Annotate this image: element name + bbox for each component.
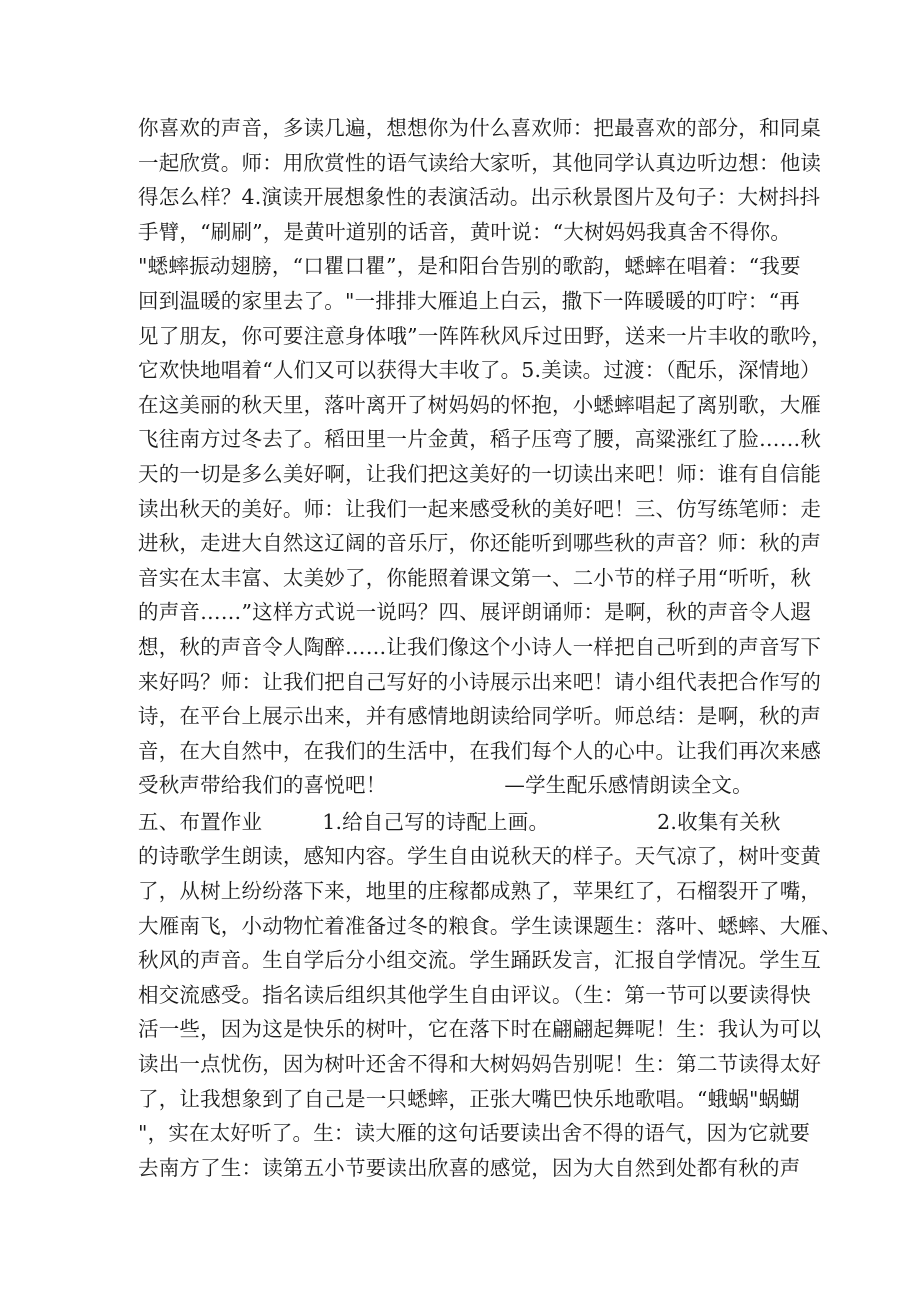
text-line: 了，让我想象到了自己是一只蟋蟀，正张大嘴巴快乐地歌唱。“蛾蜗"蜗蝴 [138, 1086, 801, 1111]
text-line: 得怎么样？4.演读开展想象性的表演活动。出示秋景图片及句子：大树抖抖 [138, 185, 821, 210]
text-line: 诗，在平台上展示出来，并有感情地朗读给同学听。师总结：是啊，秋的声 [138, 704, 822, 729]
text-line: 它欢快地唱着“人们又可以获得大丰收了。5.美读。过渡：（配乐，深情地） [138, 358, 821, 383]
text-line: 回到温暖的家里去了。"一排排大雁追上白云，撒下一阵暖暖的叮咛：“再 [138, 288, 801, 313]
text-line: 来好吗？师：让我们把自己写好的小诗展示出来吧！请小组代表把合作写的 [138, 669, 822, 694]
text-line: 活一些，因为这是快乐的树叶，它在落下时在翩翩起舞呢！生：我认为可以 [138, 1017, 822, 1042]
text-line: 的声音……”这样方式说一说吗？四、展评朗诵师：是啊，秋的声音令人遐 [138, 600, 812, 625]
homework-item-1: 1.给自己写的诗配上画。 [322, 809, 550, 834]
text-line: 你喜欢的声音，多读几遍，想想你为什么喜欢师：把最喜欢的部分，和同桌 [138, 116, 822, 140]
text-line: 一起欣赏。师：用欣赏性的语气读给大家听，其他同学认真边听边想：他读 [138, 150, 822, 175]
text-line: 秋风的声音。生自学后分小组交流。学生踊跃发言，汇报自学情况。学生互 [138, 948, 822, 973]
text-line-final [138, 768, 798, 803]
text-line: 了，从树上纷纷落下来，地里的庄稼都成熟了，苹果红了，石榴裂开了嘴， [138, 879, 822, 904]
text-line: 的诗歌学生朗读，感知内容。学生自由说秋天的样子。天气凉了，树叶变黄 [138, 844, 822, 869]
final-line-right: —学生配乐感情朗读全文。 [504, 773, 753, 798]
homework-item-2: 2.收集有关秋 [657, 809, 781, 834]
text-line: 进秋，走进大自然这辽阔的音乐厅，你还能听到哪些秋的声音？师：秋的声 [138, 531, 822, 556]
text-line: 去南方了生：读第五小节要读出欣喜的感觉，因为大自然到处都有秋的声 [138, 1155, 801, 1180]
text-line: 音，在大自然中，在我们的生活中，在我们每个人的心中。让我们再次来感 [138, 738, 822, 763]
text-line: 在这美丽的秋天里，落叶离开了树妈妈的怀抱，小蟋蟀唱起了离别歌，大雁 [138, 392, 822, 417]
text-line: 飞往南方过冬去了。稻田里一片金黄，稻子压弯了腰，高粱涨红了脸……秋 [138, 427, 822, 452]
text-line: 读出一点忧伤，因为树叶还舍不得和大树妈妈告别呢！生：第二节读得太好 [138, 1052, 822, 1077]
body-text [138, 111, 842, 1185]
text-line: 见了朋友，你可要注意身体哦”一阵阵秋风斥过田野，送来一片丰收的歌吟， [138, 323, 832, 348]
homework-line [138, 805, 798, 840]
text-line: 想，秋的声音令人陶醉……让我们像这个小诗人一样把自己听到的声音写下 [138, 634, 822, 659]
text-line: 相交流感受。指名读后组织其他学生自由评议。（生：第一节可以要读得快 [138, 982, 811, 1007]
final-line-left: 受秋声带给我们的喜悦吧！ [138, 773, 387, 798]
text-line: 手臂，“刷刷”，是黄叶道别的话音，黄叶说：“大树妈妈我真舍不得你。 [138, 219, 792, 244]
homework-heading: 五、布置作业 [138, 809, 263, 834]
text-line: "，实在太好听了。生：读大雁的这句话要读出舍不得的语气，因为它就要 [138, 1121, 811, 1146]
text-line: 读出秋天的美好。师：让我们一起来感受秋的美好吧！三、仿写练笔师：走 [138, 496, 822, 521]
text-line: "蟋蟀振动翅膀，“口瞿口瞿”，是和阳台告别的歌韵，蟋蟀在唱着：“我要 [138, 254, 801, 279]
text-line: 音实在太丰富、太美妙了，你能照着课文第一、二小节的样子用“听听，秋 [138, 565, 812, 590]
text-line: 大雁南飞，小动物忙着准备过冬的粮食。学生读课题生：落叶、蟋蟀、大雁、 [138, 913, 842, 938]
text-line: 天的一切是多么美好啊，让我们把这美好的一切读出来吧！师：谁有自信能 [138, 461, 822, 486]
